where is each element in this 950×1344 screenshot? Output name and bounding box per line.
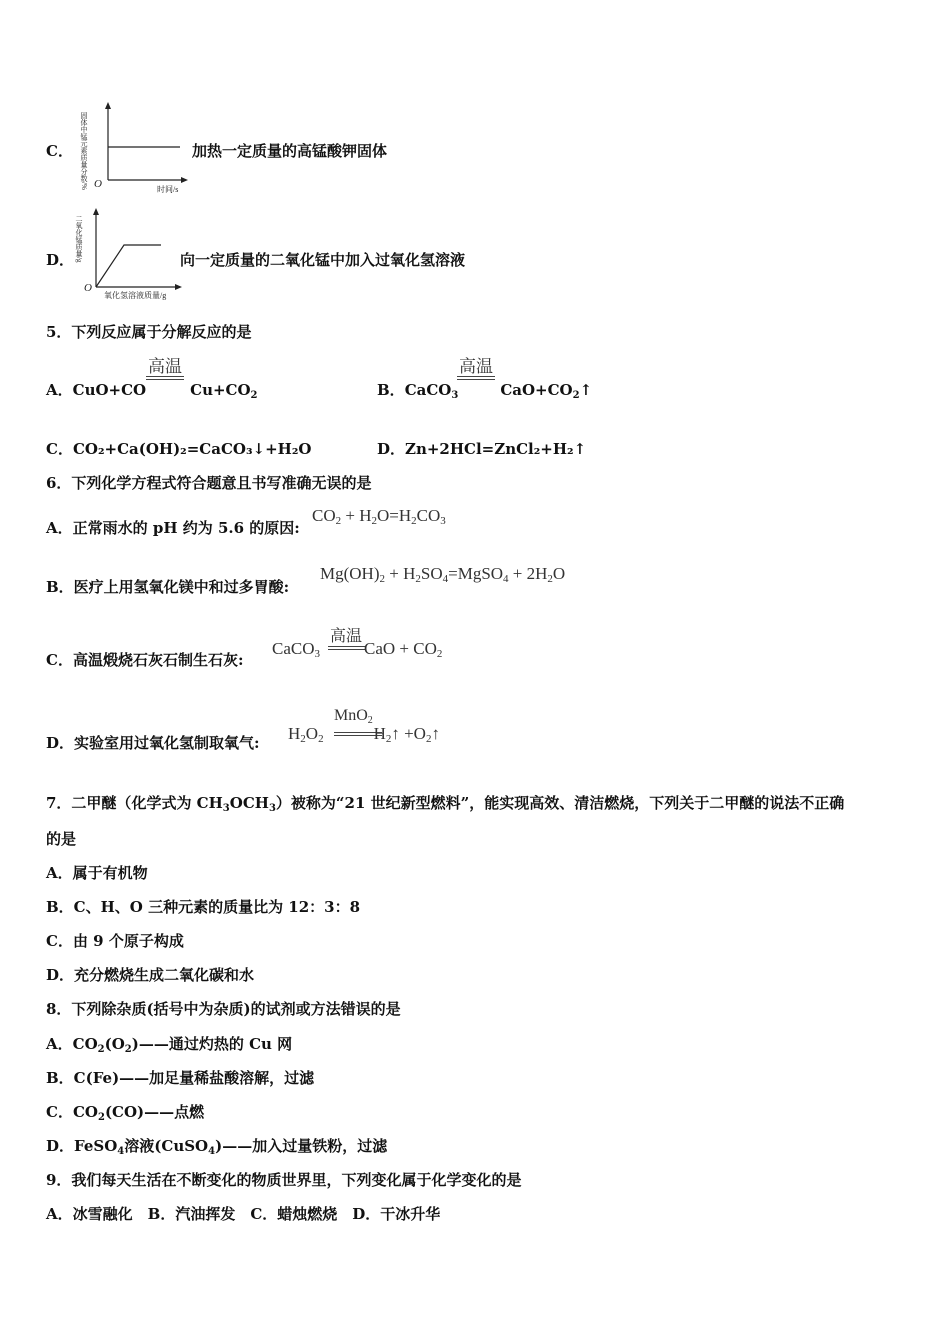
- q8-stem: 8．下列除杂质(括号中为杂质)的试剂或方法错误的是: [46, 1000, 401, 1018]
- q9-options: A．冰雪融化 B．汽油挥发 C．蜡烛燃烧 D．干冰升华: [46, 1205, 441, 1223]
- q6-option-b: B．医疗上用氢氧化镁中和过多胃酸:: [46, 578, 290, 596]
- q4-d-xlabel: 氧化氢溶液质量/g: [104, 291, 167, 300]
- q7-option-a: A．属于有机物: [46, 864, 148, 882]
- q4-c-origin: O: [94, 178, 102, 190]
- q4-c-xlabel: 时间/s: [157, 185, 179, 194]
- q8-option-a: A．$CO_2(O_2)——$通过灼热的 Cu 网: [46, 1035, 293, 1055]
- q6-b-equation: $Mg(OH)_2$ + $H_2SO_4=MgSO_4 + 2H_2O$: [320, 564, 566, 585]
- q7-option-c: C．由 9 个原子构成: [46, 932, 184, 950]
- q5-stem: 5．下列反应属于分解反应的是: [46, 323, 252, 341]
- q5-b-cond: 高温: [459, 357, 493, 376]
- q4-d-label: D．: [46, 251, 75, 269]
- q8-option-c: C．$CO_2(CO)——$点燃: [46, 1103, 205, 1123]
- q4-c-label: C．: [46, 142, 73, 160]
- q4-c-graph: [78, 100, 188, 195]
- q7-stem: 7．二甲醚（化学式为 $CH_3OCH_3$）被称为“21 世纪新型燃料”，能实现高效、清洁燃烧，下列关于二甲醚的说法不正确: [46, 794, 845, 814]
- q6-c-cond: 高温: [330, 628, 363, 645]
- q7-option-d: D．充分燃烧生成二氧化碳和水: [46, 966, 255, 984]
- q9-stem: 9．我们每天生活在不断变化的物质世界里，下列变化属于化学变化的是: [46, 1171, 522, 1189]
- q5-option-d: D．Zn+2HCl=ZnCl₂+H₂↑: [377, 440, 587, 458]
- q6-option-c: C．高温煅烧石灰石制生石灰:: [46, 651, 244, 669]
- q6-option-d: D．实验室用过氧化氢制取氧气:: [46, 734, 260, 752]
- q6-c-equation: CaCO$_3$ CaO + $CO_2$: [272, 639, 443, 660]
- q7-option-b: B．C、H、O 三种元素的质量比为 12：3：8: [46, 898, 361, 916]
- q4-c-ylabel: 固体中锰元素质量分数/%: [80, 112, 88, 190]
- q4-c-text: 加热一定质量的高锰酸钾固体: [192, 142, 388, 160]
- q5-option-a: A．CuO+CO $Cu+CO_2$: [46, 381, 258, 401]
- q6-d-equation: $H_2O_2$ $H_2↑$ $+O_2↑$: [288, 724, 440, 745]
- q5-option-c: C．CO₂+Ca(OH)₂=CaCO₃↓+H₂O: [46, 440, 312, 458]
- q8-option-b: B．C(Fe)——加足量稀盐酸溶解，过滤: [46, 1069, 315, 1087]
- q6-stem: 6．下列化学方程式符合题意且书写准确无误的是: [46, 474, 372, 492]
- q4-d-origin: O: [84, 282, 92, 294]
- q4-d-ylabel: 二氧化锰质量/g: [75, 215, 83, 263]
- q6-d-cond: MnO$_2$: [334, 707, 373, 726]
- q4-d-graph: [74, 205, 184, 300]
- q5-option-b: B．CaCO$_3$ $CaO+CO_2↑$: [377, 381, 593, 401]
- q6-option-a: A．正常雨水的 pH 约为 5.6 的原因:: [46, 519, 300, 537]
- q8-option-d: D．FeSO$_4$溶液(CuSO$_4$)——加入过量铁粉，过滤: [46, 1137, 388, 1157]
- q4-d-text: 向一定质量的二氧化锰中加入过氧化氢溶液: [180, 251, 466, 269]
- q5-a-cond: 高温: [148, 357, 182, 376]
- q6-a-equation: $CO_2 + H_2O=H_2CO_3$: [312, 506, 446, 527]
- q7-stem-cont: 的是: [46, 830, 77, 848]
